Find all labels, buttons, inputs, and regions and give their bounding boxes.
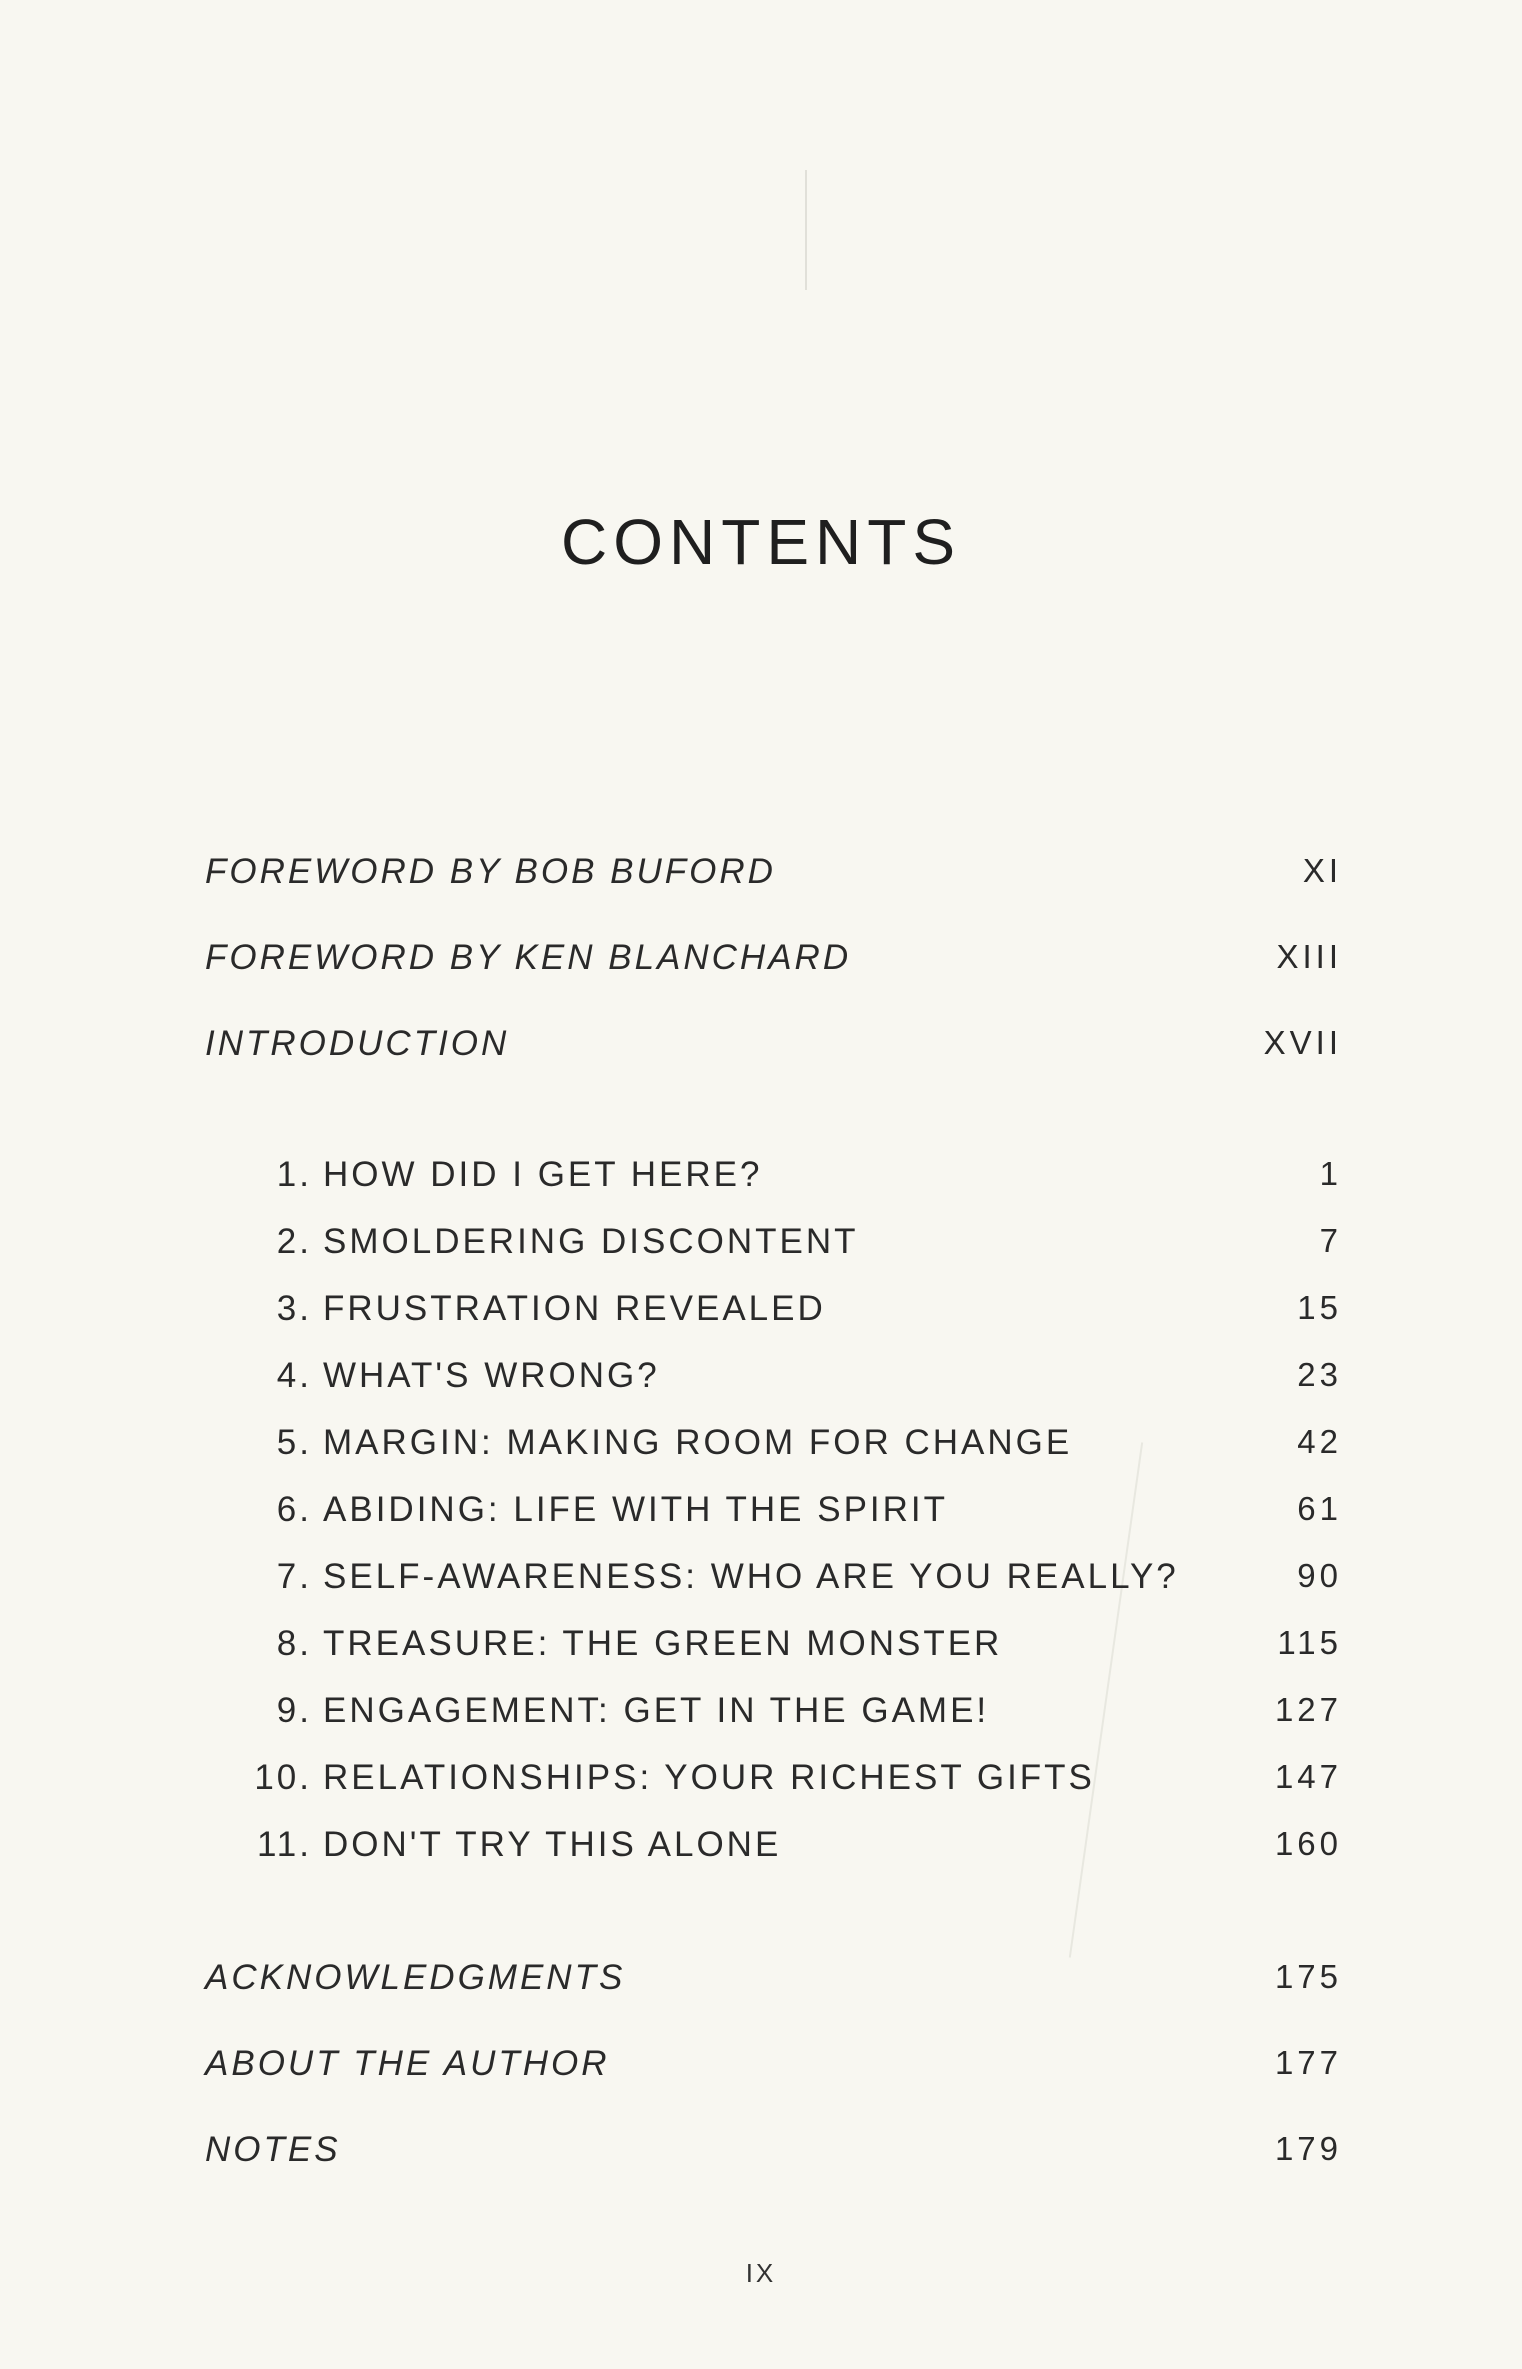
- chapter-title: ENGAGEMENT: GET IN THE GAME!: [323, 1691, 990, 1730]
- toc-back-row: [0, 1958, 1522, 2008]
- chapter-number: 10.: [254, 1758, 312, 1797]
- toc-page-number: 90: [1297, 1557, 1342, 1594]
- chapter-number: 7.: [276, 1557, 312, 1596]
- toc-page-number: 147: [1274, 1758, 1342, 1795]
- chapter-title: ABIDING: LIFE WITH THE SPIRIT: [323, 1490, 949, 1529]
- toc-chapter-row: [0, 1423, 1522, 1473]
- toc-back-label: ACKNOWLEDGMENTS: [205, 1958, 626, 1997]
- toc-page-number: XVII: [1263, 1024, 1342, 1061]
- chapter-number: 1.: [276, 1155, 312, 1194]
- toc-front-label: FOREWORD BY BOB BUFORD: [205, 852, 776, 891]
- toc-page-number: 23: [1297, 1356, 1342, 1393]
- toc-front-row: [0, 1024, 1522, 1074]
- toc-chapter-row: [0, 1289, 1522, 1339]
- toc-front-label: FOREWORD BY KEN BLANCHARD: [205, 938, 852, 977]
- chapter-number: 2.: [276, 1222, 312, 1261]
- toc-back-row: [0, 2130, 1522, 2180]
- chapter-number: 4.: [276, 1356, 312, 1395]
- chapter-title: HOW DID I GET HERE?: [323, 1155, 763, 1194]
- chapter-number: 3.: [276, 1289, 312, 1328]
- chapter-number: 6.: [276, 1490, 312, 1529]
- chapter-title: DON'T TRY THIS ALONE: [323, 1825, 782, 1864]
- toc-page-number: 7: [1319, 1222, 1342, 1259]
- toc-page-number: 42: [1297, 1423, 1342, 1460]
- toc-chapter-row: [0, 1758, 1522, 1808]
- toc-page-number: XIII: [1276, 938, 1342, 975]
- toc-page-number: XI: [1302, 852, 1342, 889]
- toc-back-row: [0, 2044, 1522, 2094]
- chapter-title: SELF-AWARENESS: WHO ARE YOU REALLY?: [323, 1557, 1179, 1596]
- chapter-title: TREASURE: THE GREEN MONSTER: [323, 1624, 1003, 1663]
- toc-page-number: 160: [1274, 1825, 1342, 1862]
- toc-chapter-row: [0, 1490, 1522, 1540]
- toc-page-number: 61: [1297, 1490, 1342, 1527]
- toc-back-label: NOTES: [205, 2130, 341, 2169]
- page-title: CONTENTS: [561, 506, 961, 578]
- toc-front-label: INTRODUCTION: [205, 1024, 510, 1063]
- toc-chapter-row: [0, 1356, 1522, 1406]
- chapter-title: RELATIONSHIPS: YOUR RICHEST GIFTS: [323, 1758, 1095, 1797]
- toc-chapter-row: [0, 1557, 1522, 1607]
- toc-front-row: [0, 852, 1522, 902]
- chapter-number: 9.: [276, 1691, 312, 1730]
- toc-chapter-row: [0, 1624, 1522, 1674]
- toc-page-number: 15: [1297, 1289, 1342, 1326]
- chapter-number: 11.: [256, 1825, 312, 1864]
- toc-chapter-row: [0, 1155, 1522, 1205]
- chapter-title: WHAT'S WRONG?: [323, 1356, 660, 1395]
- toc-page-number: 115: [1277, 1624, 1342, 1661]
- chapter-number: 8.: [276, 1624, 312, 1663]
- toc-page-number: 179: [1274, 2130, 1342, 2167]
- toc-chapter-row: [0, 1691, 1522, 1741]
- toc-back-label: ABOUT THE AUTHOR: [205, 2044, 610, 2083]
- toc-page-number: 175: [1274, 1958, 1342, 1995]
- toc-page-number: 127: [1274, 1691, 1342, 1728]
- chapter-number: 5.: [276, 1423, 312, 1462]
- toc-chapter-row: [0, 1222, 1522, 1272]
- page-folio: IX: [745, 2258, 777, 2288]
- toc-chapter-row: [0, 1825, 1522, 1875]
- chapter-title: FRUSTRATION REVEALED: [323, 1289, 826, 1328]
- toc-front-row: [0, 938, 1522, 988]
- paper-mark: [805, 170, 807, 290]
- toc-page-number: 1: [1319, 1155, 1342, 1192]
- chapter-title: MARGIN: MAKING ROOM FOR CHANGE: [323, 1423, 1073, 1462]
- chapter-title: SMOLDERING DISCONTENT: [323, 1222, 859, 1261]
- toc-page-number: 177: [1274, 2044, 1342, 2081]
